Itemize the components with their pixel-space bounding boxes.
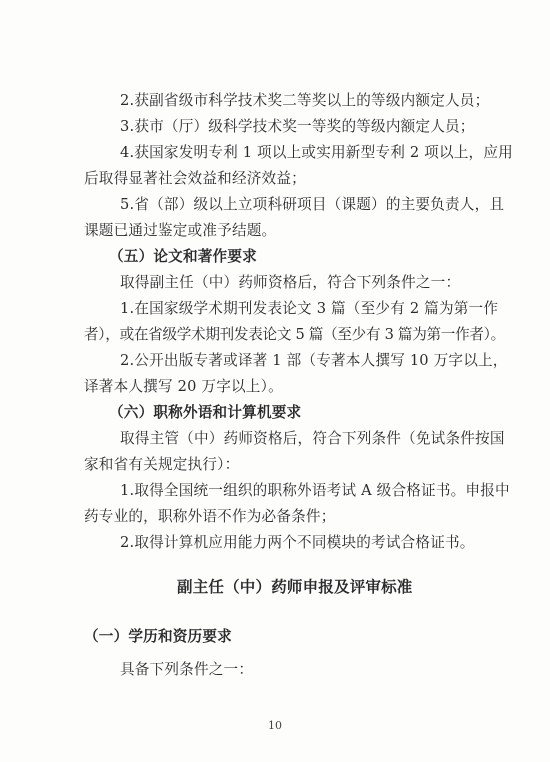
paragraph-line: 2.公开出版专著或译著 1 部（专著本人撰写 10 万字以上， <box>120 352 508 369</box>
paragraph-line: 3.获市（厅）级科学技术奖一等奖的等级内额定人员； <box>120 118 475 135</box>
paragraph-line: 药专业的，职称外语不作为必备条件； <box>84 508 336 525</box>
paragraph-line: 者），或在省级学术期刊发表论文 5 篇（至少有 3 篇为第一作者）。 <box>84 326 505 343</box>
page-number: 10 <box>268 719 282 732</box>
section-heading-one: （一）学历和资历要求 <box>84 628 232 645</box>
paragraph-line: 取得主管（中）药师资格后，符合下列条件（免试条件按国 <box>120 430 505 447</box>
section-heading-six: （六）职称外语和计算机要求 <box>109 404 302 421</box>
paragraph-line: 2.获副省级市科学技术奖二等奖以上的等级内额定人员； <box>120 92 490 109</box>
paragraph-line: 1.取得全国统一组织的职称外语考试 A 级合格证书。申报中 <box>120 482 510 499</box>
paragraph-line: 5.省（部）级以上立项科研项目（课题）的主要负责人，且 <box>120 196 505 213</box>
paragraph-line: 后取得显著社会效益和经济效益； <box>84 170 306 187</box>
paragraph-line: 4.获国家发明专利 1 项以上或实用新型专利 2 项以上，应用 <box>120 144 513 161</box>
paragraph-line: 家和省有关规定执行）： <box>84 456 240 473</box>
paragraph-line: 具备下列条件之一： <box>120 661 254 678</box>
paragraph-line: 2.取得计算机应用能力两个不同模块的考试合格证书。 <box>120 534 475 551</box>
paragraph-line: 译著本人撰写 20 万字以上）。 <box>84 378 283 395</box>
section-heading-five: （五）论文和著作要求 <box>109 248 257 265</box>
paragraph-line: 取得副主任（中）药师资格后，符合下列条件之一： <box>120 274 461 291</box>
paragraph-line: 课题已通过鉴定或准予结题。 <box>84 222 277 239</box>
section-title: 副主任（中）药师申报及评审标准 <box>177 578 413 596</box>
paragraph-line: 1.在国家级学术期刊发表论文 3 篇（至少有 2 篇为第一作 <box>120 300 499 317</box>
